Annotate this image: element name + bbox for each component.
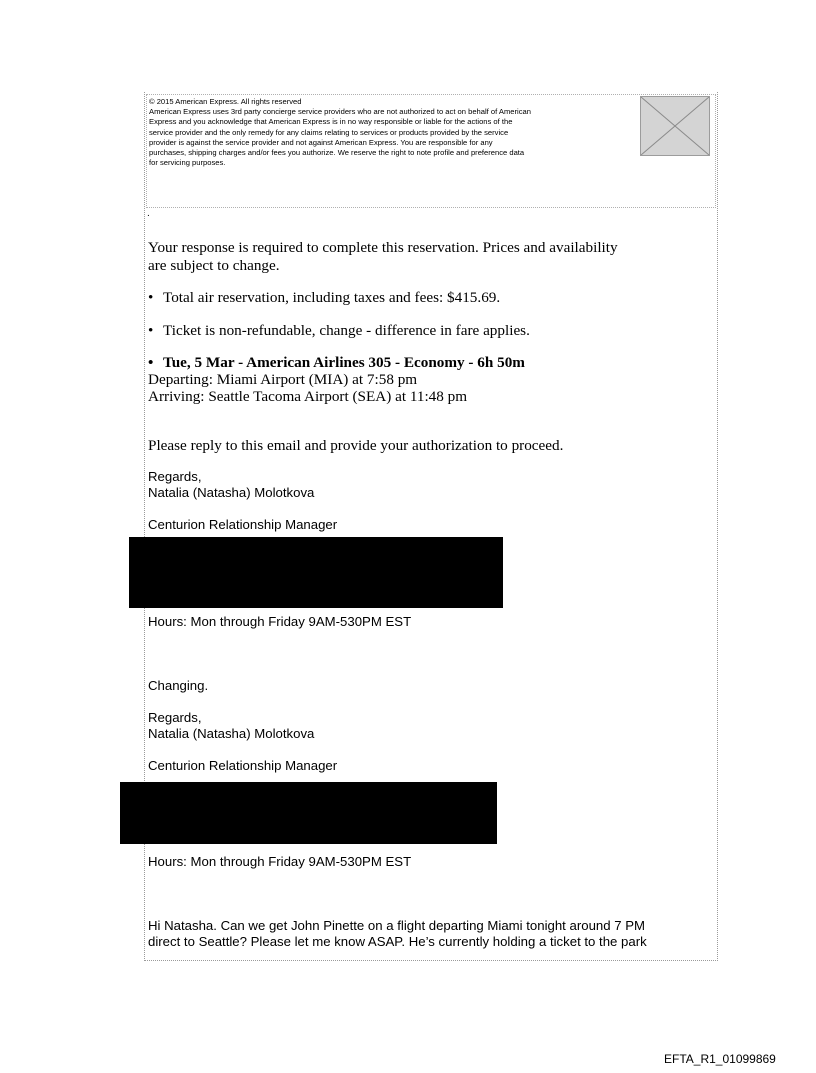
flight-summary: Tue, 5 Mar - American Airlines 305 - Economy - 6h 50m	[163, 354, 525, 371]
regards-line: Regards,	[148, 469, 202, 484]
reply-body: Changing.	[148, 678, 209, 693]
disclaimer-line: service provider and the only remedy for any claims relating to services or products provided by the service	[149, 127, 509, 137]
reservation-intro-line2: are subject to change.	[148, 257, 280, 274]
broken-image-placeholder-icon	[640, 96, 710, 156]
bullet-icon: •	[148, 322, 154, 339]
reply-request: Please reply to this email and provide your authorization to proceed.	[148, 437, 564, 454]
regards-line: Regards,	[148, 710, 202, 725]
total-fare-item	[148, 288, 500, 307]
request-message-line1: Hi Natasha. Can we get John Pinette on a flight departing Miami tonight around 7 PM	[148, 918, 646, 933]
ticket-policy-text: Ticket is non-refundable, change - difference in fare applies.	[163, 322, 530, 339]
bullet-icon: •	[148, 289, 154, 306]
request-message-line2: direct to Seattle? Please let me know ASAP. He’s currently holding a ticket to the park	[148, 934, 647, 949]
sender-title: Centurion Relationship Manager	[148, 758, 338, 773]
sender-title: Centurion Relationship Manager	[148, 517, 338, 532]
disclaimer-line: Express and you acknowledge that American Express is in no way responsible or liable for the actions of the	[149, 117, 513, 127]
legal-disclaimer	[149, 97, 633, 168]
copyright-line: © 2015 American Express. All rights reserved	[149, 97, 302, 106]
sender-name: Natalia (Natasha) Molotkova	[148, 726, 315, 741]
bullet-icon: •	[148, 354, 154, 371]
ticket-policy-item	[148, 321, 530, 340]
departing-line: Departing: Miami Airport (MIA) at 7:58 pm	[148, 371, 418, 388]
disclaimer-line: American Express uses 3rd party concierge service providers who are not authorized to act on behalf of American	[149, 107, 531, 117]
arriving-line: Arriving: Seattle Tacoma Airport (SEA) at 11:48 pm	[148, 388, 468, 405]
disclaimer-line: provider is against the service provider and not against American Express. You are responsible for any	[149, 137, 493, 147]
sender-name: Natalia (Natasha) Molotkova	[148, 485, 315, 500]
office-hours: Hours: Mon through Friday 9AM-530PM EST	[148, 854, 412, 869]
total-fare-text: Total air reservation, including taxes and fees: $415.69.	[163, 289, 501, 306]
disclaimer-line: purchases, shipping charges and/or fees you authorize. We reserve the right to note profile and preference data	[149, 148, 525, 158]
disclaimer-line: for servicing purposes.	[149, 158, 226, 168]
document-id: EFTA_R1_01099869	[664, 1052, 776, 1066]
redaction-block	[129, 537, 503, 608]
office-hours: Hours: Mon through Friday 9AM-530PM EST	[148, 614, 412, 629]
redaction-block	[120, 782, 497, 844]
reservation-intro-line1: Your response is required to complete this reservation. Prices and availability	[148, 239, 618, 256]
separator-dot: .	[147, 208, 150, 219]
